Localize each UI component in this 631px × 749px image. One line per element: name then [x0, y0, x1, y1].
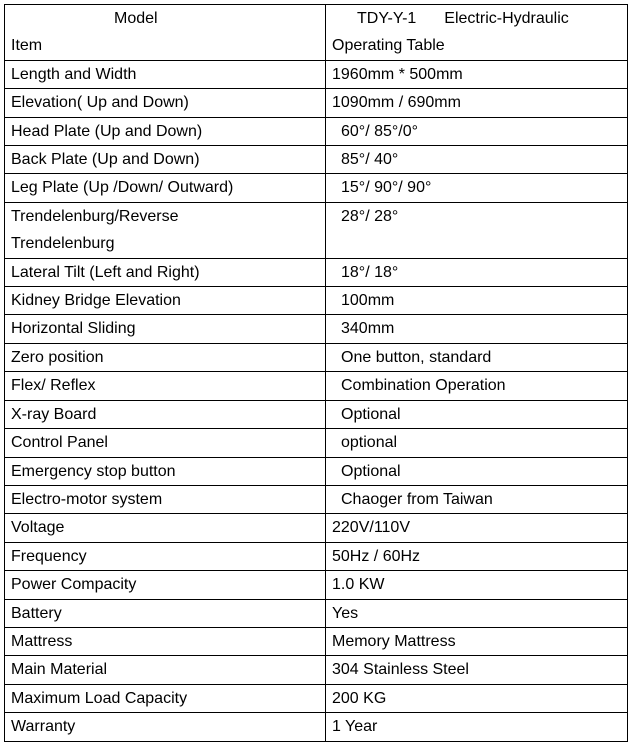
table-row — [5, 258, 628, 286]
header-product-cell — [326, 5, 628, 61]
value-text: Optional — [341, 462, 401, 480]
value-text: 85°/ 40° — [341, 151, 399, 169]
item-cell: Back Plate (Up and Down) — [5, 146, 326, 174]
item-cell: X-ray Board — [5, 400, 326, 428]
table-row — [5, 400, 628, 428]
value-cell — [326, 429, 628, 457]
header-item-cell — [5, 5, 326, 61]
value-cell — [326, 202, 628, 258]
product-type: Electric-Hydraulic — [444, 10, 569, 27]
item-cell: Trendelenburg/Reverse Trendelenburg — [5, 202, 326, 258]
table-row — [5, 287, 628, 315]
value-text: Chaoger from Taiwan — [341, 490, 493, 508]
value-cell — [326, 684, 628, 712]
value-cell — [326, 571, 628, 599]
item-cell: Warranty — [5, 713, 326, 741]
table-row — [5, 174, 628, 202]
table-row — [5, 713, 628, 741]
value-cell — [326, 485, 628, 513]
item-cell: Voltage — [5, 514, 326, 542]
value-cell — [326, 174, 628, 202]
item-cell: Power Compacity — [5, 571, 326, 599]
value-text: One button, standard — [341, 348, 492, 366]
value-cell — [326, 315, 628, 343]
value-text: Combination Operation — [341, 377, 506, 395]
item-cell: Length and Width — [5, 60, 326, 88]
value-text: 1090mm / 690mm — [332, 94, 461, 112]
spec-table — [4, 4, 628, 742]
item-cell: Elevation( Up and Down) — [5, 89, 326, 117]
table-row — [5, 514, 628, 542]
item-cell: Control Panel — [5, 429, 326, 457]
item-cell: Battery — [5, 599, 326, 627]
item-cell: Electro-motor system — [5, 485, 326, 513]
value-cell — [326, 457, 628, 485]
value-text: 60°/ 85°/0° — [341, 122, 419, 140]
table-row — [5, 429, 628, 457]
value-text: 340mm — [341, 320, 395, 338]
table-row — [5, 315, 628, 343]
item-cell: Zero position — [5, 343, 326, 371]
value-text: 200 KG — [332, 689, 387, 707]
value-text: Memory Mattress — [332, 632, 456, 650]
value-text: optional — [341, 434, 398, 452]
value-cell — [326, 514, 628, 542]
table-row — [5, 60, 628, 88]
item-cell: Kidney Bridge Elevation — [5, 287, 326, 315]
product-title — [332, 5, 627, 32]
value-cell — [326, 117, 628, 145]
item-cell: Mattress — [5, 627, 326, 655]
value-cell — [326, 287, 628, 315]
table-row — [5, 117, 628, 145]
value-cell — [326, 599, 628, 627]
value-cell — [326, 60, 628, 88]
value-text: Yes — [332, 604, 359, 622]
item-cell: Maximum Load Capacity — [5, 684, 326, 712]
value-text: Optional — [341, 405, 401, 423]
value-text: 220V/110V — [332, 519, 410, 537]
item-cell: Lateral Tilt (Left and Right) — [5, 258, 326, 286]
table-row — [5, 656, 628, 684]
value-text: 304 Stainless Steel — [332, 661, 469, 679]
value-cell — [326, 343, 628, 371]
product-type-line2: Operating Table — [332, 37, 445, 55]
value-text: 15°/ 90°/ 90° — [341, 179, 432, 197]
table-row — [5, 627, 628, 655]
value-cell — [326, 542, 628, 570]
value-cell — [326, 258, 628, 286]
table-row — [5, 542, 628, 570]
value-cell — [326, 713, 628, 741]
value-cell — [326, 400, 628, 428]
header-row — [5, 5, 628, 61]
value-cell — [326, 146, 628, 174]
value-text: 28°/ 28° — [341, 207, 399, 225]
table-row — [5, 457, 628, 485]
item-cell: Leg Plate (Up /Down/ Outward) — [5, 174, 326, 202]
table-row — [5, 599, 628, 627]
table-row — [5, 89, 628, 117]
product-code: TDY-Y-1 — [357, 10, 417, 27]
table-row — [5, 343, 628, 371]
model-label: Model — [114, 10, 158, 27]
item-cell: Flex/ Reflex — [5, 372, 326, 400]
table-row — [5, 372, 628, 400]
item-cell: Horizontal Sliding — [5, 315, 326, 343]
table-row — [5, 684, 628, 712]
value-cell — [326, 372, 628, 400]
table-row — [5, 202, 628, 258]
table-row — [5, 146, 628, 174]
value-text: 1.0 KW — [332, 576, 385, 594]
value-text: 1960mm * 500mm — [332, 65, 463, 83]
item-label: Item — [11, 37, 43, 55]
value-cell — [326, 627, 628, 655]
item-cell: Emergency stop button — [5, 457, 326, 485]
value-text: 100mm — [341, 292, 395, 310]
item-cell: Frequency — [5, 542, 326, 570]
value-text: 50Hz / 60Hz — [332, 547, 421, 565]
value-text: 1 Year — [332, 718, 378, 736]
value-cell — [326, 89, 628, 117]
value-text: 18°/ 18° — [341, 263, 399, 281]
item-cell: Main Material — [5, 656, 326, 684]
item-cell: Head Plate (Up and Down) — [5, 117, 326, 145]
table-row — [5, 571, 628, 599]
value-cell — [326, 656, 628, 684]
table-row — [5, 485, 628, 513]
